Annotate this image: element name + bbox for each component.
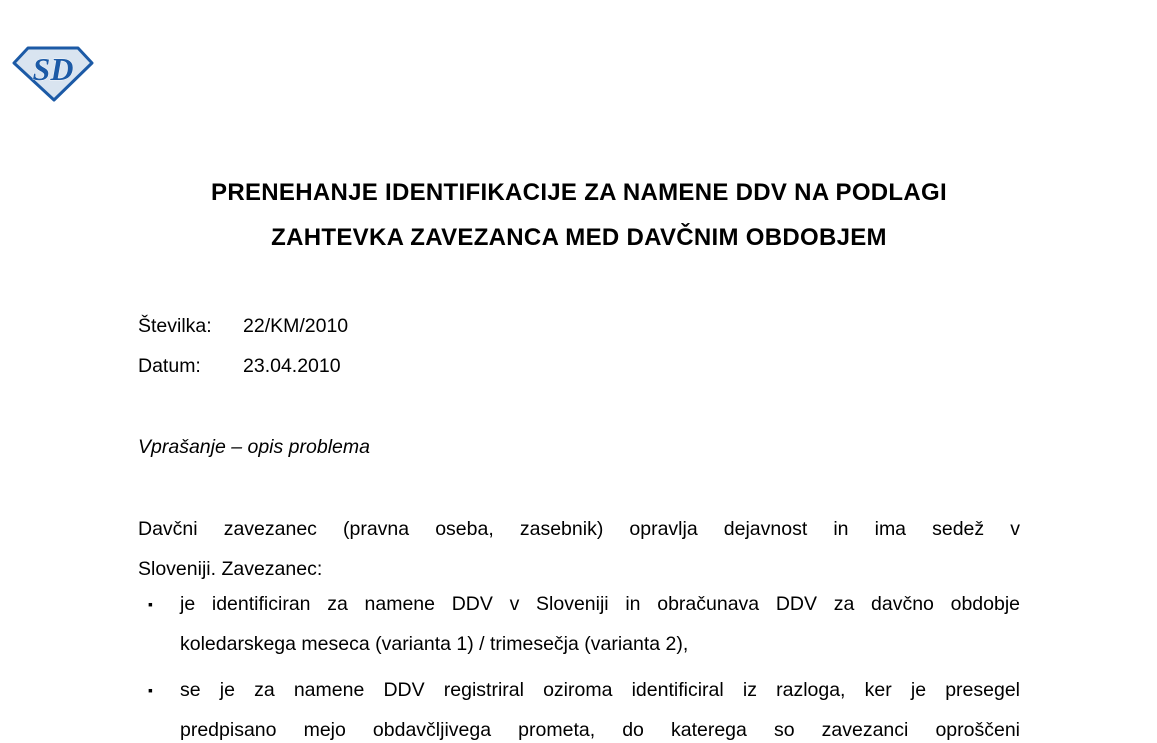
logo-letters: SD — [32, 51, 74, 87]
number-value: 22/KM/2010 — [243, 315, 349, 337]
meta-number-row — [138, 306, 738, 346]
bullet-list — [138, 584, 1020, 743]
intro-line-2: Sloveniji. Zavezanec: — [138, 558, 323, 580]
number-label: Številka: — [138, 315, 212, 337]
title-line-1: PRENEHANJE IDENTIFIKACIJE ZA NAMENE DDV NA PODLAGI — [211, 179, 947, 206]
intro-line-1: Davčni zavezanec (pravna oseba, zasebnik) opravlja dejavnost in ima sedež v — [138, 518, 1020, 540]
square-bullet-icon: ▪ — [148, 682, 153, 698]
document-title — [138, 170, 1020, 260]
intro-paragraph — [138, 509, 1020, 589]
bullet1-line-2: koledarskega meseca (varianta 1) / trimesečja (varianta 2), — [180, 633, 689, 655]
meta-date-row — [138, 346, 738, 386]
sd-logo-icon — [12, 46, 94, 102]
section-heading: Vprašanje – opis problema — [138, 436, 370, 458]
bullet-text — [180, 584, 1020, 664]
date-label: Datum: — [138, 355, 201, 377]
list-item — [138, 584, 1020, 664]
sd-logo — [12, 46, 94, 102]
square-bullet-icon: ▪ — [148, 596, 153, 612]
document-meta — [138, 306, 738, 386]
bullet-text — [180, 670, 1020, 743]
title-line-2: ZAHTEVKA ZAVEZANCA MED DAVČNIM OBDOBJEM — [271, 224, 887, 251]
bullet2-line-1: se je za namene DDV registriral oziroma identificiral iz razloga, ker je presegel — [180, 679, 1020, 701]
date-value: 23.04.2010 — [243, 355, 341, 377]
bullet1-line-1: je identificiran za namene DDV v Sloveniji in obračunava DDV za davčno obdobje — [180, 593, 1020, 615]
list-item — [138, 670, 1020, 743]
bullet2-line-2: predpisano mejo obdavčljivega prometa, do katerega so zavezanci oproščeni — [180, 719, 1020, 741]
